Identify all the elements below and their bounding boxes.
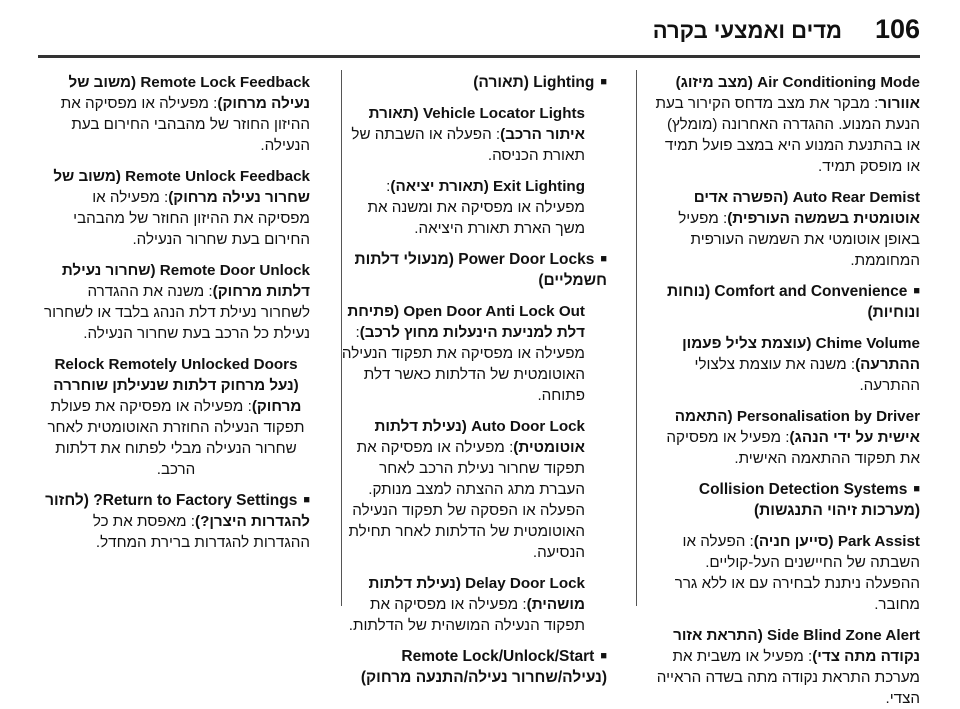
setting-title: Collision Detection Systems (מערכות זיהוי התנגשות) — [698, 481, 920, 519]
setting-description: : משנה את ההגדרה לשחרור נעילת דלת הנהג בלבד או לשחרור נעילת כל הרכב בעת שחרור הנעילה. — [44, 283, 310, 342]
setting-title-continued: נעילה מרחוק) — [217, 95, 310, 112]
setting-title-continued: הרכב) — [500, 126, 542, 143]
setting-entry — [339, 176, 607, 239]
setting-entry — [652, 333, 920, 396]
setting-description: : מאפסת את כל ההגדרות להגדרות ברירת המחדל. — [92, 513, 310, 551]
setting-entry — [339, 416, 607, 563]
setting-description: : מפעיל או מפסיקה את תפקוד ההתאמה האישית. — [666, 429, 920, 467]
setting-entry — [339, 301, 607, 406]
setting-title-continued: להגדרות היצרן?) — [195, 513, 310, 530]
bullet-heading — [652, 479, 920, 521]
setting-title: Personalisation by Driver (התאמה — [674, 408, 920, 425]
bullet-square-icon: ■ — [913, 483, 920, 495]
setting-entry — [42, 166, 310, 250]
setting-description: : מפעילה או מפסיקה את ומשנה את משך הארת תאורת היציאה. — [367, 178, 585, 237]
setting-title-continued: דלת למניעת הינעלות מחוץ לרכב) — [359, 324, 585, 341]
setting-title: Side Blind Zone Alert (התראת אזור — [673, 627, 920, 644]
page-number: 106 — [874, 14, 920, 44]
setting-description: : משנה את עוצמת צלצולי ההתרעה. — [694, 356, 920, 394]
setting-description: : הפעלה או השבתה של תאורת הכניסה. — [351, 126, 585, 164]
setting-description: : מפעיל או משבית את מערכת התראת נקודה מתה בשדה הראייה הצדי. — [656, 648, 920, 707]
setting-title: Return to Factory Settings? (לחזור — [45, 492, 298, 509]
setting-title: Open Door Anti Lock Out (פתיחת — [347, 303, 585, 320]
setting-title: Remote Unlock Feedback (משוב של — [53, 168, 310, 185]
setting-title: Delay Door Lock (נעילת דלתות — [368, 575, 585, 592]
setting-title-continued: אוורור — [878, 95, 920, 112]
setting-title-continued: אוטומטית) — [513, 439, 585, 456]
setting-title: Park Assist (סייען חניה) — [753, 533, 920, 550]
column-divider — [636, 70, 637, 606]
bullet-square-icon: ■ — [303, 494, 310, 506]
setting-title-continued: מושהית) — [526, 596, 585, 613]
setting-title-continued: ההתרעה) — [855, 356, 920, 373]
setting-title: Remote Lock Feedback (משוב של — [68, 74, 310, 91]
setting-title: Power Door Locks (מנעולי דלתות חשמליים) — [354, 251, 607, 289]
setting-entry — [652, 406, 920, 469]
section-title: מדים ואמצעי בקרה — [652, 18, 842, 43]
setting-title: Lighting (תאורה) — [473, 74, 595, 91]
bullet-heading — [339, 249, 607, 291]
column-right — [652, 72, 920, 707]
setting-title-continued: דלתות מרחוק) — [212, 283, 310, 300]
setting-title: Comfort and Convenience (נוחות ונוחיות) — [666, 283, 920, 321]
setting-title: Auto Rear Demist (הפשרה אדים — [693, 189, 920, 206]
setting-entry — [652, 625, 920, 709]
setting-description: : מפעילה או מפסיקה את תפקוד שחרור נעילת הרכב לאחר העברת מתג ההצתה למצב מנותק. הפעלה או הפסקה של תפקוד הנעילה האוטומטית של הדלתות לאחר תחילת הנסיעה. — [348, 439, 585, 561]
setting-entry — [652, 72, 920, 177]
setting-title: Vehicle Locator Lights (תאורת איתור — [368, 105, 585, 143]
setting-title: Air Conditioning Mode (מצב מיזוג) — [675, 74, 920, 91]
setting-title-continued: אוטומטית בשמשה העורפית) — [727, 210, 920, 227]
bullet-heading — [339, 646, 607, 688]
setting-title-continued: מרחוק) — [251, 398, 302, 415]
setting-entry — [339, 103, 607, 166]
column-left — [42, 72, 310, 632]
setting-description: : מפעיל באופן אוטומטי את השמשה העורפית המחוממת. — [678, 210, 920, 269]
page-header — [0, 0, 960, 56]
setting-entry — [42, 72, 310, 156]
setting-description: : מפעילה או מפסיקה את תפקוד הנעילה המושהית של הדלתות. — [348, 596, 585, 634]
setting-title-continued: שחרור נעילה מרחוק) — [168, 189, 310, 206]
bullet-square-icon: ■ — [600, 253, 607, 265]
bullet-square-icon: ■ — [913, 285, 920, 297]
column-middle — [339, 72, 607, 686]
setting-title-continued: אישית על ידי הנהג) — [789, 429, 920, 446]
setting-entry — [42, 260, 310, 344]
bullet-heading — [652, 281, 920, 323]
setting-entry — [652, 187, 920, 271]
setting-title: Relock Remotely Unlocked Doors (נעל מרחוק דלתות שנעילתן שוחררה — [53, 356, 299, 394]
header-rule — [38, 55, 920, 58]
bullet-heading — [42, 490, 310, 553]
setting-entry — [652, 531, 920, 615]
bullet-square-icon: ■ — [600, 650, 607, 662]
setting-description: : מפעילה או מפסיקה את ההיזון החוזר של מהבהבי החירום בעת שחרור הנעילה. — [73, 189, 310, 248]
setting-title: Chime Volume (עוצמת צליל פעמון — [682, 335, 920, 352]
setting-title: Remote Door Unlock (שחרור נעילת — [61, 262, 310, 279]
setting-description: : מפעילה או מפסיקה את פעולת תפקוד הנעילה החוזרת האוטומטית לאחר שחרור הנעילה מבלי לפתוח את דלתות הרכב. — [47, 398, 305, 478]
setting-description: : מפעילה או מפסיקה את ההיזון החוזר של מהבהבי החירום בעת הנעילה. — [60, 95, 310, 154]
setting-entry — [339, 573, 607, 636]
setting-description: : הפעלה או השבתה של החיישנים העל-קוליים. ההפעלה ניתנת לבחירה עם או ללא גרר מחובר. — [674, 533, 920, 613]
setting-title-continued: נקודה מתה צדי) — [812, 648, 920, 665]
setting-description: : מפעילה או מפסיקה את תפקוד הנעילה האוטומטית של הדלתות כאשר דלת פתוחה. — [341, 324, 585, 404]
setting-title: Exit Lighting (תאורת יציאה) — [390, 178, 585, 195]
setting-description: : מבקר את מצב מדחס הקירור בעת הנעת המנוע. ההגדרה האחרונה (מומלץ) או בהתנעת המנוע היא במצב פועל תמיד או מופסק תמיד. — [655, 95, 920, 175]
setting-entry — [42, 354, 310, 480]
setting-title: Auto Door Lock (נעילת דלתות — [374, 418, 585, 435]
setting-title: Remote Lock/Unlock/Start (נעילה/שחרור נעילה/התנעה מרחוק) — [360, 648, 607, 686]
bullet-square-icon: ■ — [600, 76, 607, 88]
bullet-heading — [339, 72, 607, 93]
